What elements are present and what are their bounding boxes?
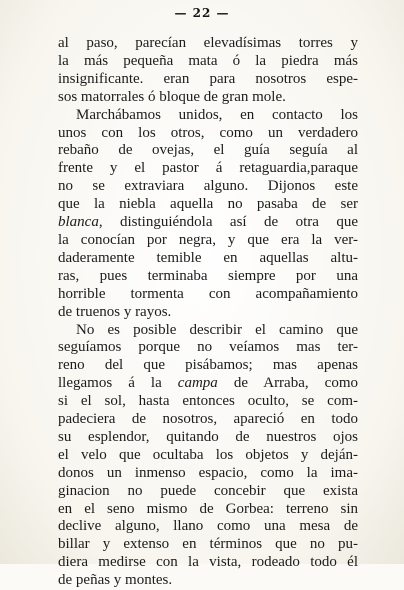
text-line: la conocían por negra, y que era la ver- bbox=[58, 231, 358, 248]
text-line: seguíamos porque no veíamos mas ter- bbox=[58, 339, 358, 356]
text-line: declive alguno, llano como una mesa de bbox=[58, 518, 358, 535]
text-line: frente y el pastor á retaguardia,paraque bbox=[58, 160, 358, 177]
text-line: rebaño de ovejas, el guía seguía al bbox=[58, 142, 358, 159]
text-line: el velo que ocultaba los objetos y deján- bbox=[58, 446, 358, 463]
text-line: padeciera de nosotros, apareció en todo bbox=[58, 411, 358, 428]
text-line: reno del que pisábamos; mas apenas bbox=[58, 357, 358, 374]
text-line: no se extraviara alguno. Dijonos este bbox=[58, 178, 358, 195]
text-line: si el sol, hasta entonces oculto, se com- bbox=[58, 393, 358, 410]
text-line: su esplendor, quitando de nuestros ojos bbox=[58, 428, 358, 445]
text-line: al paso, parecían elevadísimas torres y bbox=[58, 35, 358, 51]
text-line: Marchábamos unidos, en contacto los bbox=[76, 106, 358, 123]
text-line: en el seno mismo de Gorbea: terreno sin bbox=[58, 500, 358, 517]
text-line: ginacion no puede concebir que exista bbox=[58, 482, 358, 499]
text-line-remainder: de Arraba, como bbox=[217, 375, 358, 392]
text-line: No es posible describir el camino que bbox=[76, 321, 358, 338]
text-line: sos matorrales ó bloque de gran mole. bbox=[58, 88, 286, 105]
italic-term: blanca bbox=[58, 214, 99, 231]
text-line-with-italic bbox=[58, 375, 358, 393]
text-line-remainder: , distinguiéndola así de otra que bbox=[98, 214, 358, 231]
text-line-start: llegamos á la bbox=[58, 375, 178, 392]
text-line-with-italic bbox=[58, 214, 358, 232]
text-line: de peñas y montes. bbox=[58, 572, 173, 589]
text-line: la más pequeña mata ó la piedra más bbox=[58, 52, 358, 69]
text-line: de truenos y rayos. bbox=[58, 303, 172, 320]
text-line: unos con los otros, como un verdadero bbox=[58, 124, 358, 141]
page-number: — 22 — bbox=[174, 6, 230, 20]
italic-term: campa bbox=[177, 375, 218, 392]
text-line: ras, pues terminaba siempre por una bbox=[58, 267, 358, 284]
text-line: diera medirse con la vista, rodeado todo él bbox=[58, 554, 358, 571]
text-line: donos un inmenso espacio, como la ima- bbox=[58, 464, 358, 481]
text-line: daderamente temible en aquellas altu- bbox=[58, 249, 358, 266]
text-line: que la niebla aquella no pasaba de ser bbox=[58, 196, 358, 213]
text-line: horrible tormenta con acompañamiento bbox=[58, 285, 358, 302]
text-line: billar y extenso en términos que no pu- bbox=[58, 536, 358, 553]
text-line: insignificante. eran para nosotros espe- bbox=[58, 70, 358, 87]
body-text bbox=[58, 35, 358, 590]
